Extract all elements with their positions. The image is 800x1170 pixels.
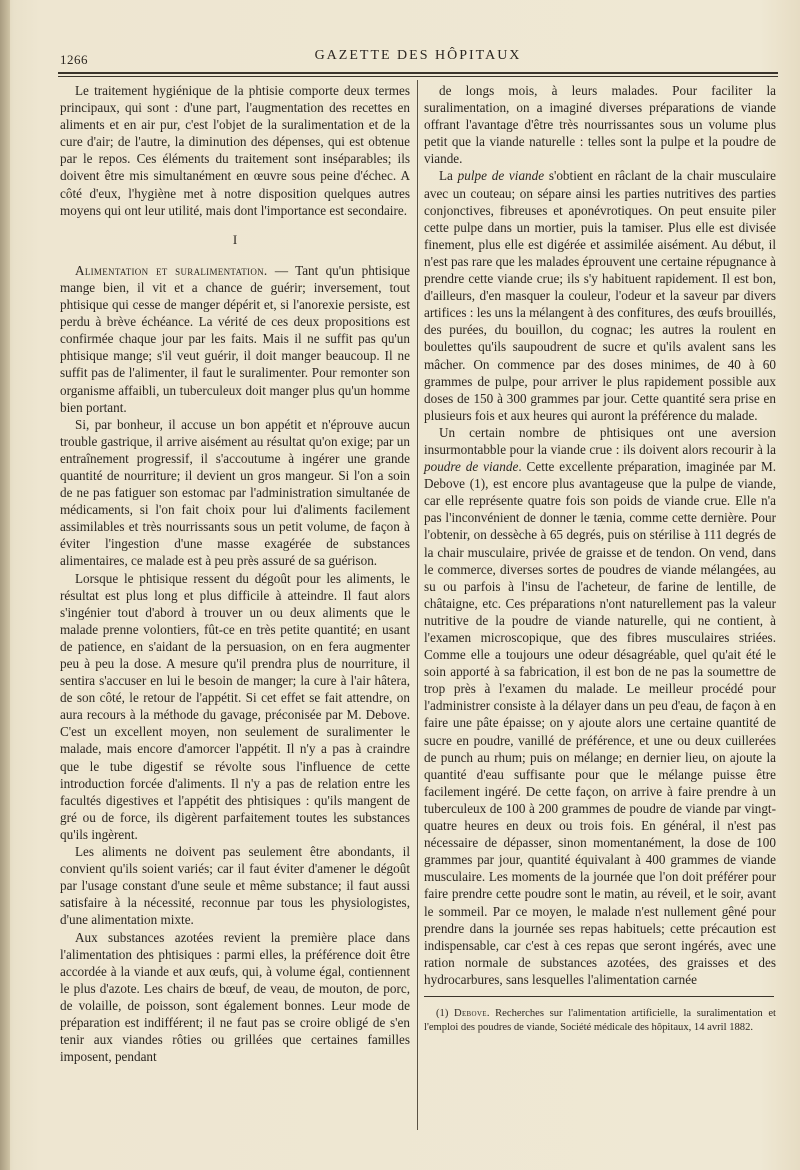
paragraph-appetite: Si, par bonheur, il accuse un bon appétit et n'éprouve aucun trouble gastrique, il arrive aisément au résultat qu'on exige; par un entraînement progressif, il s'accoutume à ingérer une grande quantité de nourriture; il devient un gros mangeur. Si l'on a soin de ne pas fatiguer son estomac par l'administration simultanée de médicaments, si l'on fait choix pour lui d'aliments facilement assimilables et très nourrissants sous un petit volume, de façon à éviter l'ingestion d'une masse exagérée de substances alimentaires, ce malade est à peu près assuré de sa guérison. — [60, 416, 410, 569]
paragraph-powder — [424, 424, 776, 988]
left-column — [60, 82, 410, 1065]
footnote-author: Debove — [454, 1007, 487, 1019]
paragraph-powder-lead: Un certain nombre de phtisiques ont une aversion insurmontabble pour la viande crue : ils doivent alors recourir à la — [424, 424, 776, 457]
section-heading: Alimentation et suralimentation. — [75, 262, 268, 278]
footnote-rule — [424, 996, 774, 997]
footnote-marker: (1) — [436, 1007, 455, 1019]
paragraph-pulp-text: s'obtient en râclant de la chair musculaire avec un couteau; on sépare ainsi les parties nutritives des parties conjonctives, fibreuses et aponévrotiques. On peut ensuite piler cette pulpe dans un mortier, puis la tamiser. Plus elle est divisée finement, plus elle est digérée et assimilée aisément. Au début, il n'est pas rare que les malades éprouvent une certaine répugnance à prendre cette viande crue; ils s'y habituent rapidement. Il est bon, d'ailleurs, d'en masquer la couleur, l'odeur et la saveur par divers artifices : les uns la mélangent à des confitures, des œufs brouillés, des purées, du bouillon, du cognac; les autres la roulent en boulettes qu'ils saupoudrent de sucre et qu'ils avalent sans les mâcher. On commence par des doses minimes, de 40 à 60 grammes de pulpe, pour arriver le plus rapidement possible aux doses de 150 à 300 grammes par jour. Cette quantité sera prise en plusieurs fois et aux heures qui auront la préférence du malade. — [424, 168, 776, 423]
paragraph-powder-text: . Cette excellente préparation, imaginée par M. Debove (1), est encore plus avantageuse que la pulpe de viande, car elle représente quatre fois son poids de viande crue. Elle n'a pas l'inconvénient de donner le tænia, comme cette dernière. Pour l'obtenir, on dessèche à 65 degrés, puis on stérilise à 111 degrés de la chair musculaire, privée de graisse et de tendon. On vend, dans le commerce, diverses sortes de poudres de viande mélangées, au su ou parfois à l'insu de l'acheteur, de farine de lentille, de châtaigne, etc. Ces préparations n'ont naturellement pas la valeur nutritive de la poudre de viande naturelle, qui ne contient, à l'examen microscopique, que des fibres musculaires striées. Comme elle a toujours une odeur désagréable, quel qu'ait été le soin apporté à sa fabrication, il est bon de ne pas la soumettre de trop près à l'examen du malade. Le meilleur procédé pour l'administrer consiste à la délayer dans un peu d'eau, de façon à en faire une pâte épaisse; on y ajoute alors une certaine quantité de sucre en poudre, vanillé de préférence, et une ou deux cuillerées de punch au rhum; puis on mélange; en dernier lieu, on ajoute la quantité d'eau suffisante pour que le mélange puisse être facilement ingéré. De cette façon, on arrive à faire prendre à un tuberculeux de 100 à 200 grammes de poudre de viande par vingt-quatre heures en deux ou trois fois. En général, il n'est pas nécessaire de dépasser, sinon momentanément, la dose de 100 grammes par jour, quantité équivalant à 400 grammes de viande musculaire. Les moments de la journée que l'on doit préférer pour faire prendre cette poudre sont le matin, au réveil, et le soir, avant le sommeil. Par ce moyen, le malade n'est nullement gêné pour prendre dans la journée ses repas habituels; cette précaution est indispensable, car c'est à ces repas que seront ingérés, avec une ration normale de substances azotées, des graisses et des hydrocarbures, sans lesquelles l'alimentation carnée — [424, 459, 776, 987]
section-first-paragraph-text: — Tant qu'un phtisique mange bien, il vit et a chance de guérir; inversement, tout phtisique qui cesse de manger dépérit et, si l'anorexie persiste, est perdu à brève échéance. La vérité de ces deux propositions est confirmée chaque jour par les faits. Mais il ne suffit pas qu'un phtisique mange; s'il veut guérir, il doit manger beaucoup. Il ne suffit pas de l'alimenter, il faut le suralimenter. Pour remonter son organisme affaibli, un tuberculeux doit manger plus qu'un homme bien portant. — [60, 262, 410, 415]
footnote — [424, 1007, 776, 1035]
header-rule-thin — [58, 76, 778, 77]
intro-paragraph: Le traitement hygiénique de la phtisie comporte deux termes principaux, qui sont : d'une part, l'augmentation des recettes en aliments et en air pur, c'est l'objet de la suralimentation et de la cure d'air; de l'autre, la diminution des dépenses, qui est obtenue par le repos. Ces éléments du traitement sont inséparables; ils doivent être mis simultanément en œuvre sous peine d'échec. A côté d'eux, l'hygiène met à notre disposition quelques autres moyens qui ont leur utilité, mais dont l'importance est secondaire. — [60, 83, 410, 218]
right-column — [424, 82, 776, 1035]
header-rule-thick — [58, 72, 778, 74]
paragraph-continuation: de longs mois, à leurs malades. Pour faciliter la suralimentation, on a imaginé diverses préparations de viande offrant l'avantage d'être très nourrissantes sous un volume plus petit que la viande naturelle : telles sont la pulpe et la poudre de viande. — [424, 83, 776, 167]
column-divider — [417, 80, 418, 1130]
paragraph-pulp — [424, 167, 776, 423]
paragraph-disgust: Lorsque le phtisique ressent du dégoût pour les aliments, le résultat est plus long et plus difficile à atteindre. Il faut alors s'ingénier tout d'abord à trouver un ou deux aliments que le malade prenne volontiers, fût-ce en très petite quantité; en usant de patience, en s'aidant de la persuasion, on en fera augmenter peu à peu la dose. A mesure qu'il prendra plus de nourriture, il sentira s'accuser en lui le besoin de manger; la cure à l'air hâtera, de son côté, le retour de l'appétit. Si cet effet se fait attendre, on aura recours à la méthode du gavage, préconisée par M. Debove. C'est un excellent moyen, non seulement de suralimenter le malade, mais encore d'amorcer l'appétit. Il n'y a pas à craindre que le tube digestif se révolte sous l'influence de cette introduction forcée d'aliments. Il n'y a pas de relation entre les facultés digestives et l'appétit des phtisiques : qu'ils mangent de gré ou de force, ils digèrent parfaitement toutes les substances qu'ils ingèrent. — [60, 570, 410, 842]
paragraph-variety: Les aliments ne doivent pas seulement être abondants, il convient qu'ils soient variés; car il faut éviter d'amener le dégoût par l'usage constant d'une seule et même substance; il faut aussi satisfaire à la nécessité, reconnue par tous les physiologistes, d'une alimentation mixte. — [60, 844, 410, 928]
paragraph-nitrogen: Aux substances azotées revient la première place dans l'alimentation des phtisiques : parmi elles, la préférence doit être accordée à la viande et aux œufs, qui, à volume égal, contiennent le plus d'azote. Les chairs de bœuf, de veau, de mouton, de porc, de volaille, de poisson, sont également bonnes. Leur mode de préparation est indifférent; il ne faut pas se croire obligé de s'en tenir aux viandes rôties ou grillées que certaines familles imposent, pendant — [60, 929, 410, 1065]
section-first-paragraph — [60, 262, 410, 416]
page-number: 1266 — [60, 52, 88, 67]
page-binding-edge — [0, 0, 10, 1170]
page-header — [58, 46, 778, 70]
term-powder: poudre de viande — [424, 459, 519, 475]
paragraph-pulp-lead: La — [439, 168, 458, 184]
term-pulp: pulpe de viande — [457, 168, 545, 184]
journal-title: GAZETTE DES HÔPITAUX — [314, 48, 522, 63]
footnote-text: . Recherches sur l'alimentation artificielle, la suralimentation et l'emploi des poudres de viande, Société médicale des hôpitaux, 14 avril 1882. — [424, 1007, 776, 1033]
section-number: I — [232, 231, 238, 247]
